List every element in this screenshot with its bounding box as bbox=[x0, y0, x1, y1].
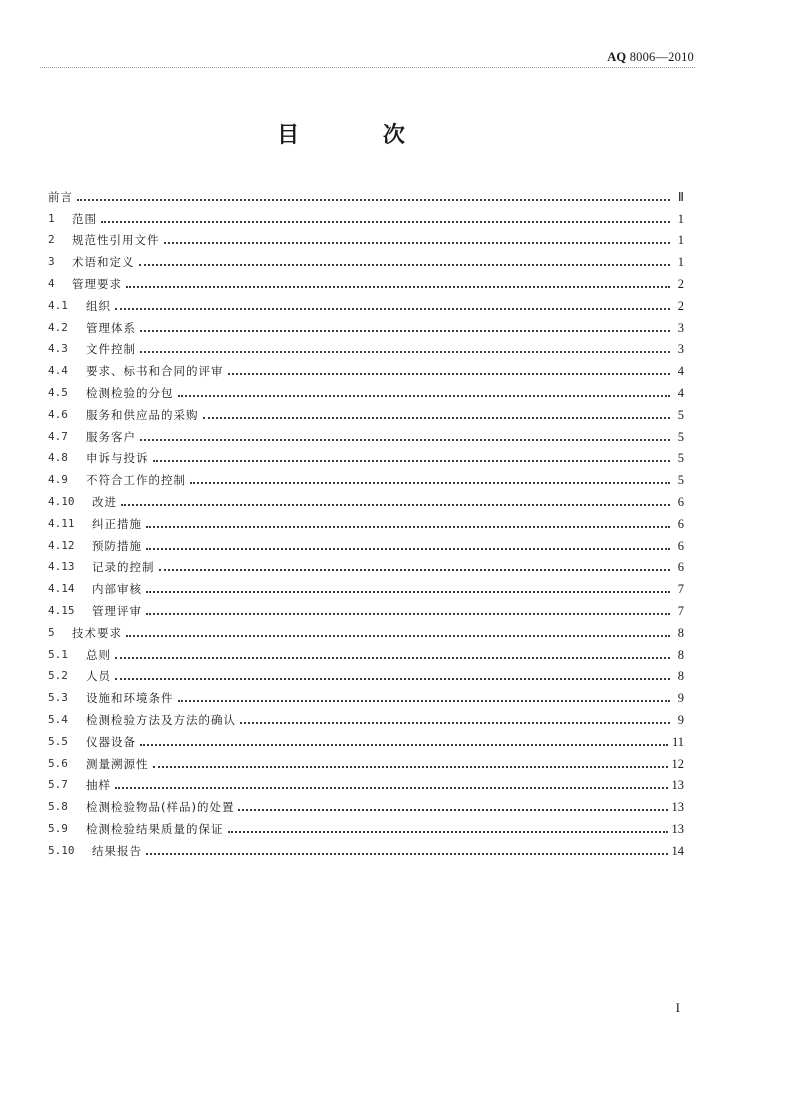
toc-entry[interactable] bbox=[48, 247, 684, 269]
toc-leader-dots bbox=[178, 394, 671, 397]
toc-entry-page: 14 bbox=[671, 843, 684, 858]
toc-leader-dots bbox=[77, 198, 670, 201]
table-of-contents bbox=[48, 182, 684, 858]
toc-entry-page: 5 bbox=[677, 473, 684, 488]
toc-entry-label: 记录的控制 bbox=[92, 560, 155, 575]
toc-leader-dots bbox=[126, 634, 670, 637]
page-title: 目 次 bbox=[277, 123, 443, 148]
toc-entry-number: 4.5 bbox=[48, 385, 68, 399]
toc-entry-number: 4.1 bbox=[48, 298, 68, 312]
toc-entry-number: 4.2 bbox=[48, 320, 68, 334]
toc-entry[interactable] bbox=[48, 335, 684, 357]
toc-entry-page: 13 bbox=[671, 800, 684, 815]
toc-entry-number: 5.1 bbox=[48, 647, 68, 661]
toc-leader-dots bbox=[101, 220, 670, 223]
toc-leader-dots bbox=[164, 241, 671, 244]
toc-entry-page: 6 bbox=[677, 560, 684, 575]
toc-leader-dots bbox=[190, 481, 670, 484]
toc-leader-dots bbox=[140, 350, 670, 353]
toc-leader-dots bbox=[115, 786, 668, 789]
toc-entry-label: 范围 bbox=[72, 211, 97, 226]
toc-entry[interactable] bbox=[48, 487, 684, 509]
toc-entry[interactable] bbox=[48, 771, 684, 793]
toc-entry-number: 1 bbox=[48, 211, 55, 225]
toc-entry-page: 7 bbox=[677, 603, 684, 618]
toc-entry-label: 文件控制 bbox=[86, 342, 136, 357]
toc-entry-page: 7 bbox=[677, 582, 684, 597]
toc-entry[interactable] bbox=[48, 422, 684, 444]
toc-entry-number: 4.8 bbox=[48, 451, 68, 465]
toc-entry-number: 5.10 bbox=[48, 843, 75, 857]
toc-entry-number: 4.15 bbox=[48, 603, 75, 617]
toc-entry-page: 1 bbox=[677, 211, 684, 226]
toc-entry[interactable] bbox=[48, 836, 684, 858]
toc-entry[interactable] bbox=[48, 596, 684, 618]
toc-entry[interactable] bbox=[48, 705, 684, 727]
toc-entry[interactable] bbox=[48, 465, 684, 487]
toc-entry-number: 5.8 bbox=[48, 800, 68, 814]
toc-leader-dots bbox=[203, 416, 671, 419]
toc-entry-page: 4 bbox=[677, 385, 684, 400]
toc-entry-page: 2 bbox=[677, 276, 684, 291]
toc-entry-page: 1 bbox=[677, 233, 684, 248]
toc-entry-label: 内部审核 bbox=[92, 582, 142, 597]
toc-entry[interactable] bbox=[48, 662, 684, 684]
toc-entry-label: 术语和定义 bbox=[72, 255, 135, 270]
toc-entry-label: 预防措施 bbox=[92, 538, 142, 553]
toc-entry[interactable] bbox=[48, 204, 684, 226]
toc-leader-dots bbox=[240, 721, 670, 724]
toc-entry-page: 1 bbox=[677, 255, 684, 270]
toc-entry-number: 5.6 bbox=[48, 756, 68, 770]
toc-entry-label: 组织 bbox=[86, 298, 111, 313]
toc-entry[interactable] bbox=[48, 356, 684, 378]
toc-entry-number: 4.9 bbox=[48, 473, 68, 487]
toc-entry-label: 测量溯源性 bbox=[86, 756, 149, 771]
toc-entry-label: 抽样 bbox=[86, 778, 111, 793]
toc-entry-page: 5 bbox=[677, 429, 684, 444]
toc-entry-page: 2 bbox=[677, 298, 684, 313]
toc-entry-page: 5 bbox=[677, 407, 684, 422]
toc-leader-dots bbox=[126, 285, 670, 288]
toc-entry-label: 申诉与投诉 bbox=[86, 451, 149, 466]
toc-entry-label: 纠正措施 bbox=[92, 516, 142, 531]
toc-entry-label: 检测检验的分包 bbox=[86, 385, 174, 400]
toc-entry[interactable] bbox=[48, 814, 684, 836]
toc-entry[interactable] bbox=[48, 640, 684, 662]
toc-leader-dots bbox=[140, 329, 670, 332]
toc-entry-page: 6 bbox=[677, 516, 684, 531]
toc-entry-label: 检测检验结果质量的保证 bbox=[86, 821, 224, 836]
toc-entry-label: 检测检验物品(样品)的处置 bbox=[86, 800, 235, 815]
toc-leader-dots bbox=[115, 307, 670, 310]
toc-entry[interactable] bbox=[48, 574, 684, 596]
toc-entry-number: 5.5 bbox=[48, 734, 68, 748]
toc-entry-number: 4.7 bbox=[48, 429, 68, 443]
toc-leader-dots bbox=[115, 656, 670, 659]
toc-entry-number: 4.12 bbox=[48, 538, 75, 552]
toc-leader-dots bbox=[139, 263, 671, 266]
toc-entry-label: 要求、标书和合同的评审 bbox=[86, 364, 224, 379]
standard-code-number: 8006—2010 bbox=[629, 50, 694, 64]
toc-entry-number: 4 bbox=[48, 276, 55, 290]
toc-entry[interactable] bbox=[48, 749, 684, 771]
toc-entry[interactable] bbox=[48, 509, 684, 531]
toc-entry[interactable] bbox=[48, 400, 684, 422]
toc-entry-label: 人员 bbox=[86, 669, 111, 684]
toc-entry-number: 4.6 bbox=[48, 407, 68, 421]
toc-entry-page: 3 bbox=[677, 320, 684, 335]
toc-entry-number: 2 bbox=[48, 233, 55, 247]
page-number: I bbox=[675, 1000, 680, 1015]
toc-entry-page: 8 bbox=[677, 669, 684, 684]
toc-entry-number: 4.10 bbox=[48, 494, 75, 508]
toc-entry[interactable] bbox=[48, 291, 684, 313]
toc-leader-dots bbox=[146, 590, 670, 593]
toc-leader-dots bbox=[115, 677, 670, 680]
toc-leader-dots bbox=[140, 743, 668, 746]
toc-entry-label: 管理要求 bbox=[72, 276, 122, 291]
toc-entry-label: 前言 bbox=[48, 189, 73, 204]
toc-entry[interactable] bbox=[48, 618, 684, 640]
toc-entry-label: 总则 bbox=[86, 647, 111, 662]
toc-entry-label: 检测检验方法及方法的确认 bbox=[86, 712, 236, 727]
toc-leader-dots bbox=[228, 830, 668, 833]
toc-entry-number: 4.3 bbox=[48, 342, 68, 356]
toc-leader-dots bbox=[146, 547, 670, 550]
toc-entry-page: 13 bbox=[671, 821, 684, 836]
toc-entry-label: 设施和环境条件 bbox=[86, 691, 174, 706]
toc-leader-dots bbox=[146, 525, 670, 528]
toc-entry-label: 服务和供应品的采购 bbox=[86, 407, 199, 422]
toc-leader-dots bbox=[153, 765, 668, 768]
toc-entry[interactable] bbox=[48, 792, 684, 814]
toc-entry-number: 5.9 bbox=[48, 821, 68, 835]
toc-entry[interactable] bbox=[48, 444, 684, 466]
toc-leader-dots bbox=[121, 503, 670, 506]
toc-entry-label: 管理体系 bbox=[86, 320, 136, 335]
toc-entry-number: 3 bbox=[48, 255, 55, 269]
standard-code-prefix: AQ bbox=[607, 50, 627, 64]
toc-entry-label: 技术要求 bbox=[72, 625, 122, 640]
toc-entry[interactable] bbox=[48, 182, 684, 204]
toc-entry-number: 4.11 bbox=[48, 516, 75, 530]
toc-entry-page: 12 bbox=[671, 756, 684, 771]
toc-entry-page: 3 bbox=[677, 342, 684, 357]
toc-entry[interactable] bbox=[48, 727, 684, 749]
toc-entry-label: 仪器设备 bbox=[86, 734, 136, 749]
toc-entry-label: 改进 bbox=[92, 494, 117, 509]
toc-entry-number: 5.2 bbox=[48, 669, 68, 683]
toc-entry-label: 服务客户 bbox=[86, 429, 136, 444]
toc-entry-label: 不符合工作的控制 bbox=[86, 473, 186, 488]
toc-entry-page: 9 bbox=[677, 712, 684, 727]
toc-entry-page: 9 bbox=[677, 691, 684, 706]
toc-entry-page: 6 bbox=[677, 494, 684, 509]
toc-leader-dots bbox=[153, 459, 671, 462]
toc-entry[interactable] bbox=[48, 313, 684, 335]
standard-code bbox=[607, 50, 694, 65]
toc-entry-page: 6 bbox=[677, 538, 684, 553]
toc-entry-page: 8 bbox=[677, 625, 684, 640]
toc-leader-dots bbox=[238, 808, 667, 811]
toc-entry-number: 4.14 bbox=[48, 582, 75, 596]
toc-entry[interactable] bbox=[48, 269, 684, 291]
toc-entry-page: Ⅱ bbox=[677, 189, 684, 204]
toc-entry[interactable] bbox=[48, 531, 684, 553]
toc-entry-number: 4.4 bbox=[48, 364, 68, 378]
toc-entry-number: 5.7 bbox=[48, 778, 68, 792]
toc-entry[interactable] bbox=[48, 378, 684, 400]
toc-entry-label: 管理评审 bbox=[92, 603, 142, 618]
toc-entry[interactable] bbox=[48, 226, 684, 248]
toc-leader-dots bbox=[178, 699, 671, 702]
toc-entry-number: 4.13 bbox=[48, 560, 75, 574]
toc-leader-dots bbox=[140, 438, 670, 441]
toc-leader-dots bbox=[159, 568, 671, 571]
toc-entry-number: 5.3 bbox=[48, 691, 68, 705]
toc-entry-page: 5 bbox=[677, 451, 684, 466]
toc-entry[interactable] bbox=[48, 683, 684, 705]
toc-entry-number: 5 bbox=[48, 625, 55, 639]
toc-entry-page: 11 bbox=[671, 734, 684, 749]
toc-entry-label: 规范性引用文件 bbox=[72, 233, 160, 248]
toc-leader-dots bbox=[228, 372, 671, 375]
toc-entry-number: 5.4 bbox=[48, 712, 68, 726]
toc-entry-page: 8 bbox=[677, 647, 684, 662]
toc-entry-label: 结果报告 bbox=[92, 843, 142, 858]
toc-leader-dots bbox=[146, 852, 668, 855]
toc-leader-dots bbox=[146, 612, 670, 615]
toc-entry-page: 4 bbox=[677, 364, 684, 379]
header-rule bbox=[40, 45, 695, 68]
toc-entry-page: 13 bbox=[671, 778, 684, 793]
toc-entry[interactable] bbox=[48, 553, 684, 575]
